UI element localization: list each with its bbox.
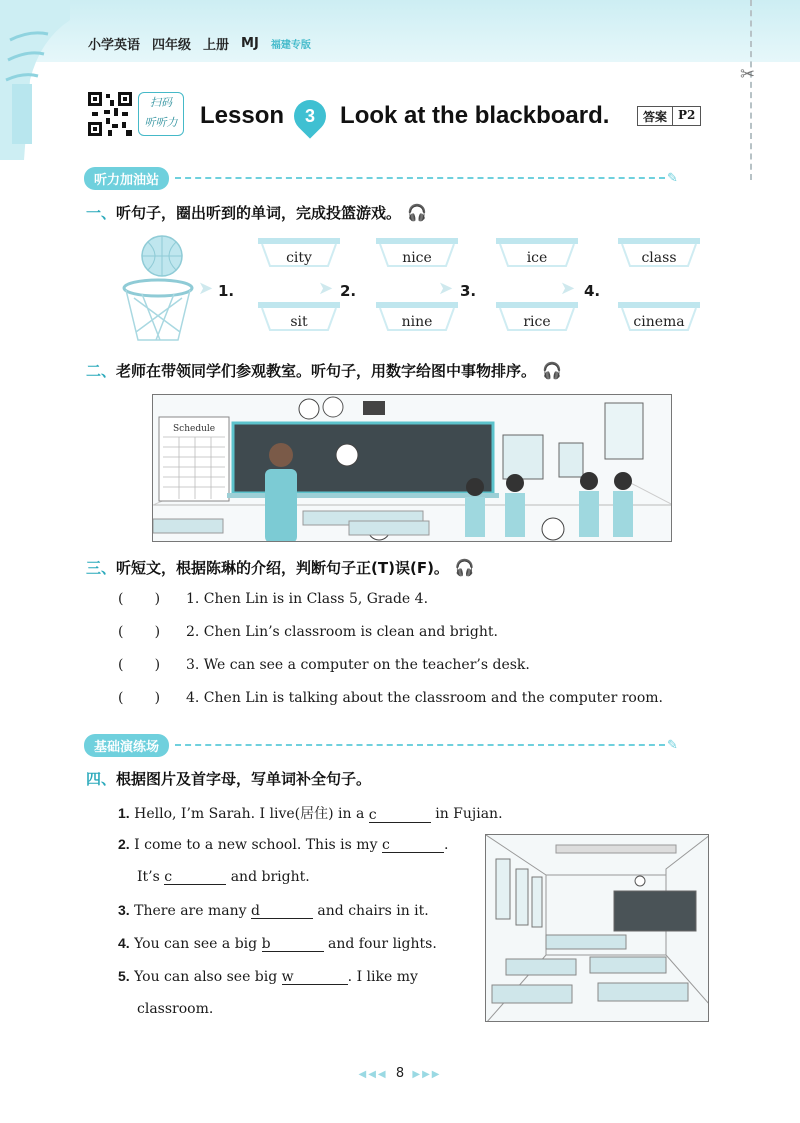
text-before: I come to a new school. This is my: [134, 837, 382, 853]
question-number: 一、: [86, 204, 117, 222]
answer-blank[interactable]: [164, 869, 226, 885]
fill-sentence: [118, 902, 429, 919]
text-before: You can also see big: [134, 969, 282, 985]
first-letter: b: [261, 936, 271, 952]
header-edition: MJ: [241, 36, 259, 51]
line-number: 3.: [118, 902, 130, 918]
scan-badge[interactable]: [138, 92, 184, 136]
text-after: in Fujian.: [430, 806, 503, 822]
arrow-icon: ➤: [198, 278, 214, 299]
lesson-number-badge: [287, 93, 332, 138]
cut-line: [750, 0, 752, 180]
section-label: 听力加油站: [84, 167, 169, 190]
text-before: It’s: [137, 869, 165, 885]
answer-bracket[interactable]: ( ): [118, 657, 161, 673]
word-option[interactable]: [374, 236, 460, 274]
first-letter: c: [368, 807, 377, 823]
section-banner-basic: [84, 734, 678, 756]
text-after: . I like my: [347, 969, 418, 985]
region-tag: 福建专版: [270, 40, 311, 51]
tf-item[interactable]: [118, 690, 663, 706]
question-3-header: [86, 557, 475, 578]
question-text: 听句子，圈出听到的单词，完成投篮游戏。: [116, 204, 402, 222]
statement: 2. Chen Lin’s classroom is clean and bright.: [186, 624, 498, 640]
item-number: 1.: [218, 282, 235, 300]
header-volume: 上册: [203, 38, 230, 53]
listen-text: 听听力: [144, 116, 178, 129]
item-number: 4.: [584, 282, 601, 300]
word-label: nine: [401, 314, 433, 330]
lesson-title: [200, 96, 609, 136]
qr-code[interactable]: [86, 90, 134, 138]
line-number: 5.: [118, 968, 130, 984]
header-line: [88, 34, 311, 53]
statement: 4. Chen Lin is talking about the classroom and the computer room.: [186, 690, 664, 706]
pencil-icon: ✎: [667, 737, 678, 753]
classroom-illustration: [152, 394, 672, 542]
word-label: rice: [523, 314, 551, 330]
word-option[interactable]: [616, 236, 702, 274]
lesson-name: Look at the blackboard.: [340, 102, 610, 129]
word-label: class: [641, 250, 677, 266]
banner-dash: [175, 744, 665, 746]
word-label: sit: [290, 314, 308, 330]
question-2-header: [86, 360, 562, 381]
page-footer: [0, 1066, 800, 1081]
question-text: 听短文，根据陈琳的介绍，判断句子正(T)误(F)。: [116, 559, 449, 577]
section-banner-listening: [84, 167, 678, 189]
answer-blank[interactable]: [382, 837, 444, 853]
basketball-game: [120, 232, 710, 352]
banner-dash: [175, 177, 665, 179]
scan-text: 扫码: [150, 96, 172, 109]
statement: 1. Chen Lin is in Class 5, Grade 4.: [186, 591, 429, 607]
line-number: 2.: [118, 836, 130, 852]
question-number: 四、: [86, 770, 117, 788]
question-number: 二、: [86, 362, 117, 380]
pagoda-decoration: [0, 0, 70, 160]
headphone-icon: 🎧: [407, 203, 427, 222]
classroom-interior-art: [486, 835, 709, 1022]
first-letter: c: [164, 869, 173, 885]
word-option[interactable]: [494, 236, 580, 274]
statement: 3. We can see a computer on the teacher’s desk.: [186, 657, 530, 673]
item-number: 3.: [460, 282, 477, 300]
text-before: You can see a big: [134, 936, 262, 952]
question-1-header: [86, 202, 427, 223]
answer-page: P2: [672, 107, 700, 125]
header-subject: 小学英语: [88, 38, 141, 53]
fill-sentence: [118, 803, 503, 823]
line-number: 1.: [118, 805, 130, 821]
text-before: classroom.: [137, 1001, 214, 1017]
tf-item[interactable]: [118, 657, 530, 673]
answer-bracket[interactable]: ( ): [118, 690, 161, 706]
word-option[interactable]: [494, 300, 580, 338]
text-before: Hello, I’m Sarah. I live(居住) in a: [134, 806, 369, 822]
text-after: and chairs in it.: [312, 903, 429, 919]
answer-bracket[interactable]: ( ): [118, 591, 161, 607]
lesson-word: Lesson: [200, 102, 285, 129]
text-after: and bright.: [226, 869, 310, 885]
fill-sentence: [118, 968, 418, 985]
fill-sentence: [137, 869, 310, 885]
fill-sentence: [118, 836, 448, 853]
question-number: 三、: [86, 559, 117, 577]
question-text: 老师在带领同学们参观教室。听句子，用数字给图中事物排序。: [116, 362, 537, 380]
fill-sentence: [118, 935, 437, 952]
text-after: .: [443, 837, 449, 853]
headphone-icon: 🎧: [542, 361, 562, 380]
scissors-icon: ✂: [740, 64, 756, 85]
word-label: cinema: [633, 314, 685, 330]
tf-item[interactable]: [118, 624, 498, 640]
lesson-number: 3: [305, 106, 316, 126]
word-option[interactable]: [374, 300, 460, 338]
word-option[interactable]: [616, 300, 702, 338]
arrow-icon: ➤: [318, 278, 334, 299]
word-option[interactable]: [256, 236, 342, 274]
arrow-icon: ➤: [560, 278, 576, 299]
basketball-hoop-illustration: [120, 232, 200, 350]
first-letter: d: [250, 903, 260, 919]
text-before: There are many: [134, 903, 251, 919]
right-arrows-icon: ▶▶▶: [412, 1069, 442, 1080]
page-number: 8: [395, 1066, 405, 1081]
section-label: 基础演练场: [84, 734, 169, 757]
word-label: city: [286, 250, 312, 266]
answer-blank[interactable]: [262, 936, 324, 952]
word-option[interactable]: [256, 300, 342, 338]
empty-classroom-illustration: [485, 834, 709, 1022]
answer-blank[interactable]: [282, 969, 348, 985]
answer-blank[interactable]: [251, 903, 313, 919]
first-letter: c: [381, 837, 390, 853]
header-grade: 四年级: [152, 38, 192, 53]
answer-blank[interactable]: [369, 807, 431, 823]
question-text: 根据图片及首字母，写单词补全句子。: [116, 770, 372, 788]
headphone-icon: 🎧: [454, 558, 475, 577]
schedule-label: Schedule: [173, 424, 216, 434]
arrow-icon: ➤: [438, 278, 454, 299]
tf-item[interactable]: [118, 591, 428, 607]
text-after: and four lights.: [323, 936, 437, 952]
answer-bracket[interactable]: ( ): [118, 624, 161, 640]
word-label: ice: [526, 250, 548, 266]
pencil-icon: ✎: [667, 170, 678, 186]
answer-label: 答案: [643, 110, 668, 124]
item-number: 2.: [340, 282, 357, 300]
classroom-scene-art: [153, 395, 672, 542]
line-number: 4.: [118, 935, 130, 951]
first-letter: w: [281, 969, 294, 985]
question-4-header: [86, 768, 371, 789]
answer-tag: [637, 106, 701, 126]
word-label: nice: [402, 250, 432, 266]
left-arrows-icon: ◀◀◀: [358, 1069, 388, 1080]
fill-sentence: [137, 1001, 213, 1017]
